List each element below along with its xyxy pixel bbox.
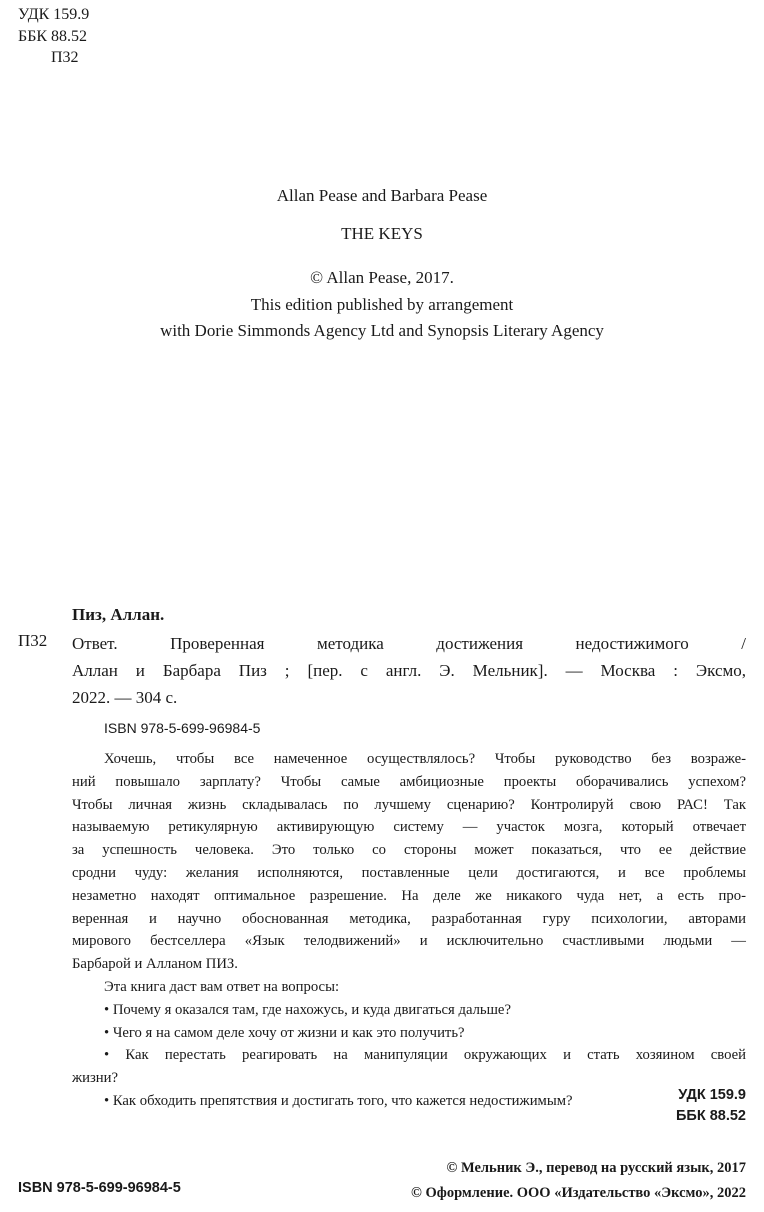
annotation-line: незаметно находят оптимальное разрешение. На деле же никакого чуда нет, а есть про- <box>72 887 746 904</box>
classification-codes-top <box>18 4 89 69</box>
original-title: THE KEYS <box>341 224 423 243</box>
annotation-line: Чтобы личная жизнь складывалась по лучшему сценарию? Контролируй свою РАС! Так <box>72 796 746 813</box>
edition-note: This edition published by arrangement <box>250 294 514 314</box>
bibliographic-description <box>72 630 746 711</box>
isbn-footer: ISBN 978-5-699-96984-5 <box>18 1180 181 1196</box>
isbn-inline: ISBN 978-5-699-96984-5 <box>104 720 261 736</box>
biblio-line: Аллан и Барбара Пиз ; [пер. с англ. Э. Мельник]. — Москва : Эксмо, <box>72 661 746 680</box>
question-item: • Как перестать реагировать на манипуляции окружающих и стать хозяином своей <box>104 1047 746 1064</box>
author-mark: П32 <box>51 49 79 66</box>
annotation-intro: Эта книга даст вам ответ на вопросы: <box>104 978 340 995</box>
translation-copyright: © Мельник Э., перевод на русский язык, 2017 <box>446 1160 746 1176</box>
annotation-line: за успешность человека. Это только со стороны может показаться, что ее действие <box>72 842 746 859</box>
agency-note: with Dorie Simmonds Agency Ltd and Synopsis Literary Agency <box>160 321 604 340</box>
question-item: • Чего я на самом деле хочу от жизни и как это получить? <box>104 1024 465 1041</box>
author-heading: Пиз, Аллан. <box>72 605 165 624</box>
original-authors: Allan Pease and Barbara Pease <box>276 186 488 205</box>
author-mark-left: П32 <box>18 631 48 650</box>
annotation-line: сродни чуду: желания исполняются, поставленные цели достигаются, и все проблемы <box>72 864 746 881</box>
biblio-line: Ответ. Проверенная методика достижения недостижимого / <box>72 634 746 653</box>
question-item-continuation: жизни? <box>72 1070 119 1087</box>
annotation-line: веренная и научно обоснованная методика, разработанная гуру психологии, авторами <box>72 910 746 927</box>
copyright-block <box>411 1156 746 1205</box>
bbk-code-bottom: ББК 88.52 <box>675 1108 746 1124</box>
annotation-line: мирового бестселлера «Язык телодвижений» и исключительно счастливыми людьми — <box>72 933 746 950</box>
bbk-code: ББК 88.52 <box>18 27 88 45</box>
question-item: • Почему я оказался там, где нахожусь, и куда двигаться дальше? <box>104 1001 511 1018</box>
annotation-line: ний повышало зарплату? Чтобы самые амбициозные проекты оборачивались успехом? <box>72 773 746 790</box>
biblio-line: 2022. — 304 с. <box>72 688 178 707</box>
udk-code: УДК 159.9 <box>18 6 90 23</box>
annotation-line: Хочешь, чтобы все намеченное осуществлялось? Чтобы руководство без возраже- <box>104 751 746 767</box>
design-copyright: © Оформление. ООО «Издательство «Эксмо», 2022 <box>411 1184 746 1201</box>
annotation-line: называемую ретикулярную активирующую систему — участок мозга, который отвечает <box>72 819 746 836</box>
annotation-line: Барбарой и Алланом ПИЗ. <box>72 956 238 973</box>
question-item: • Как обходить препятствия и достигать того, что кажется недостижимым? <box>104 1092 573 1109</box>
annotation <box>72 748 746 1113</box>
classification-codes-bottom <box>676 1085 746 1127</box>
udk-code-bottom: УДК 159.9 <box>678 1087 746 1103</box>
original-copyright: © Allan Pease, 2017. <box>310 268 454 287</box>
original-publication-info <box>0 265 764 345</box>
